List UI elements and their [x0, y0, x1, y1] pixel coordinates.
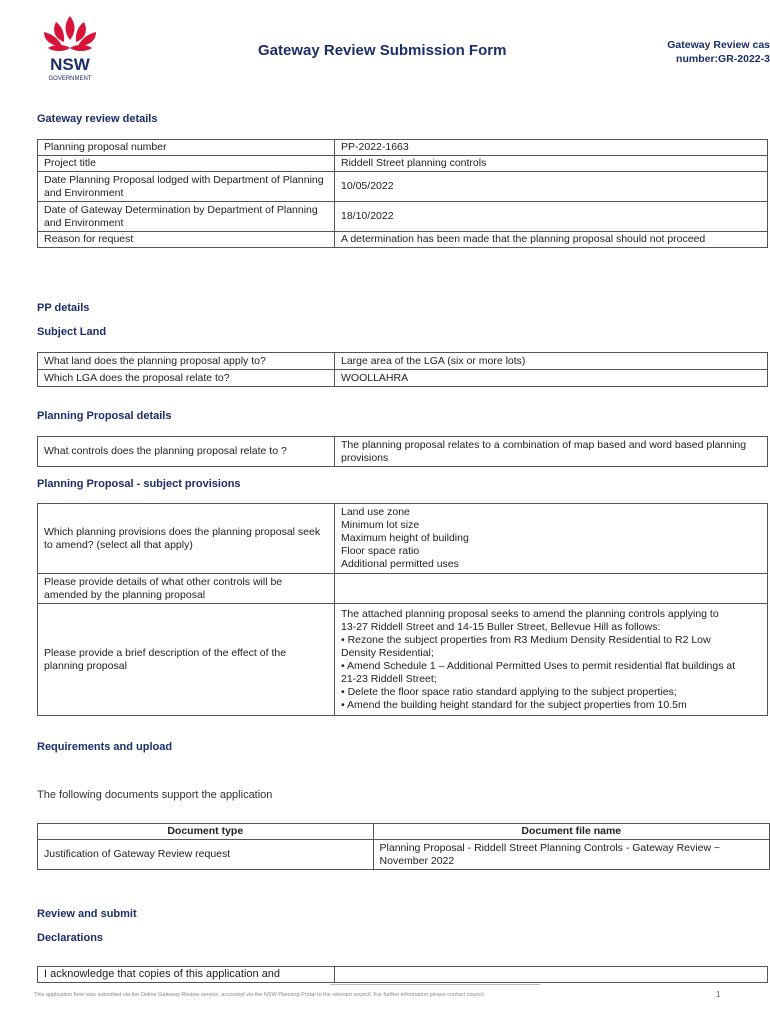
- table-row: [38, 504, 768, 574]
- table-row: [38, 574, 768, 604]
- documents-intro: The following documents support the application: [37, 789, 273, 801]
- row-label: What land does the planning proposal apply to?: [38, 353, 335, 370]
- table-row: [38, 172, 768, 202]
- row-value: A determination has been made that the planning proposal should not proceed: [335, 232, 768, 248]
- footer-note: This application form was submitted via the Online Gateway Review service, accessed via the NSW Planning Portal to the relevant council. For further information please contact council.: [34, 992, 486, 998]
- table-row: [38, 370, 768, 387]
- text-line: Density Residential;: [341, 646, 434, 659]
- planning-proposal-details-table: [37, 436, 768, 467]
- declarations-table: [37, 966, 768, 983]
- table-row: [38, 202, 768, 232]
- section-requirements-upload: Requirements and upload: [37, 741, 173, 753]
- text-line: 21-23 Riddell Street;: [341, 672, 437, 685]
- table-row: [38, 140, 768, 156]
- section-review-submit: Review and submit: [37, 908, 137, 920]
- table-row: [38, 353, 768, 370]
- text-line: • Delete the floor space ratio standard applying to the subject properties;: [341, 685, 677, 698]
- row-value: The planning proposal relates to a combination of map based and word based planning provisions: [335, 437, 768, 467]
- acknowledgement-value: [335, 967, 768, 983]
- document-file-link[interactable]: Planning Proposal - Riddell Street Planning Controls - Gateway Review ~ November 2022: [373, 840, 769, 870]
- text-line: • Amend Schedule 1 – Additional Permitted Uses to permit residential flat buildings at: [341, 659, 736, 672]
- list-item: Floor space ratio: [341, 545, 420, 557]
- form-title: Gateway Review Submission Form: [258, 42, 507, 59]
- section-gateway-review-details: Gateway review details: [37, 113, 158, 125]
- gateway-details-table: [37, 139, 768, 248]
- section-subject-land: Subject Land: [37, 326, 107, 338]
- provisions-list: [335, 504, 768, 574]
- subject-land-table: [37, 352, 768, 387]
- text-line: 13-27 Riddell Street and 14-15 Buller Street, Bellevue Hill as follows:: [341, 620, 661, 633]
- row-value: WOOLLAHRA: [335, 370, 768, 387]
- row-label: Project title: [38, 156, 335, 172]
- logo-subtext: GOVERNMENT: [48, 76, 92, 82]
- row-label: Please provide details of what other controls will be amended by the planning proposal: [38, 574, 335, 604]
- section-subject-provisions: Planning Proposal - subject provisions: [37, 478, 241, 490]
- table-row: [38, 437, 768, 467]
- list-item: Maximum height of building: [341, 532, 469, 544]
- list-item: Land use zone: [341, 506, 410, 518]
- list-item: Minimum lot size: [341, 519, 420, 531]
- table-header-row: [38, 824, 770, 840]
- row-label: Date of Gateway Determination by Department of Planning and Environment: [38, 202, 335, 232]
- acknowledgement-text: I acknowledge that copies of this application and: [38, 967, 335, 983]
- logo-text: NSW: [50, 55, 90, 74]
- column-header-document-file: Document file name: [373, 824, 769, 840]
- row-value: Large area of the LGA (six or more lots): [335, 353, 768, 370]
- text-line: • Rezone the subject properties from R3 Medium Density Residential to R2 Low: [341, 633, 711, 646]
- section-planning-proposal-details: Planning Proposal details: [37, 410, 172, 422]
- row-label: Date Planning Proposal lodged with Department of Planning and Environment: [38, 172, 335, 202]
- documents-table: [37, 823, 770, 870]
- row-value: 18/10/2022: [335, 202, 768, 232]
- case-number: [600, 38, 770, 66]
- case-number-line1: Gateway Review cas: [667, 39, 770, 51]
- page-number: 1: [716, 990, 721, 999]
- case-number-line2: number:GR-2022-3: [676, 53, 770, 65]
- row-label: What controls does the planning proposal relate to ?: [38, 437, 335, 467]
- row-label: Planning proposal number: [38, 140, 335, 156]
- row-value: 10/05/2022: [335, 172, 768, 202]
- divider: [330, 984, 540, 985]
- list-item: Additional permitted uses: [341, 558, 459, 570]
- row-label: Which planning provisions does the planning proposal seek to amend? (select all that apply): [38, 504, 335, 574]
- table-row: [38, 156, 768, 172]
- effect-description: [335, 604, 768, 716]
- table-row: [38, 604, 768, 716]
- row-value: Riddell Street planning controls: [335, 156, 768, 172]
- subject-provisions-table: [37, 503, 768, 716]
- column-header-document-type: Document type: [38, 824, 374, 840]
- document-type: Justification of Gateway Review request: [38, 840, 374, 870]
- row-label: Reason for request: [38, 232, 335, 248]
- section-pp-details: PP details: [37, 302, 90, 314]
- row-value: PP-2022-1663: [335, 140, 768, 156]
- declarations-heading: Declarations: [37, 932, 104, 944]
- table-row: [38, 232, 768, 248]
- row-label: Please provide a brief description of the effect of the planning proposal: [38, 604, 335, 716]
- row-label: Which LGA does the proposal relate to?: [38, 370, 335, 387]
- table-row: [38, 840, 770, 870]
- text-line: • Amend the building height standard for the subject properties from 10.5m: [341, 698, 687, 711]
- row-value: [335, 574, 768, 604]
- text-line: The attached planning proposal seeks to amend the planning controls applying to: [341, 607, 719, 620]
- table-row: [38, 967, 768, 983]
- nsw-government-logo: [34, 12, 106, 88]
